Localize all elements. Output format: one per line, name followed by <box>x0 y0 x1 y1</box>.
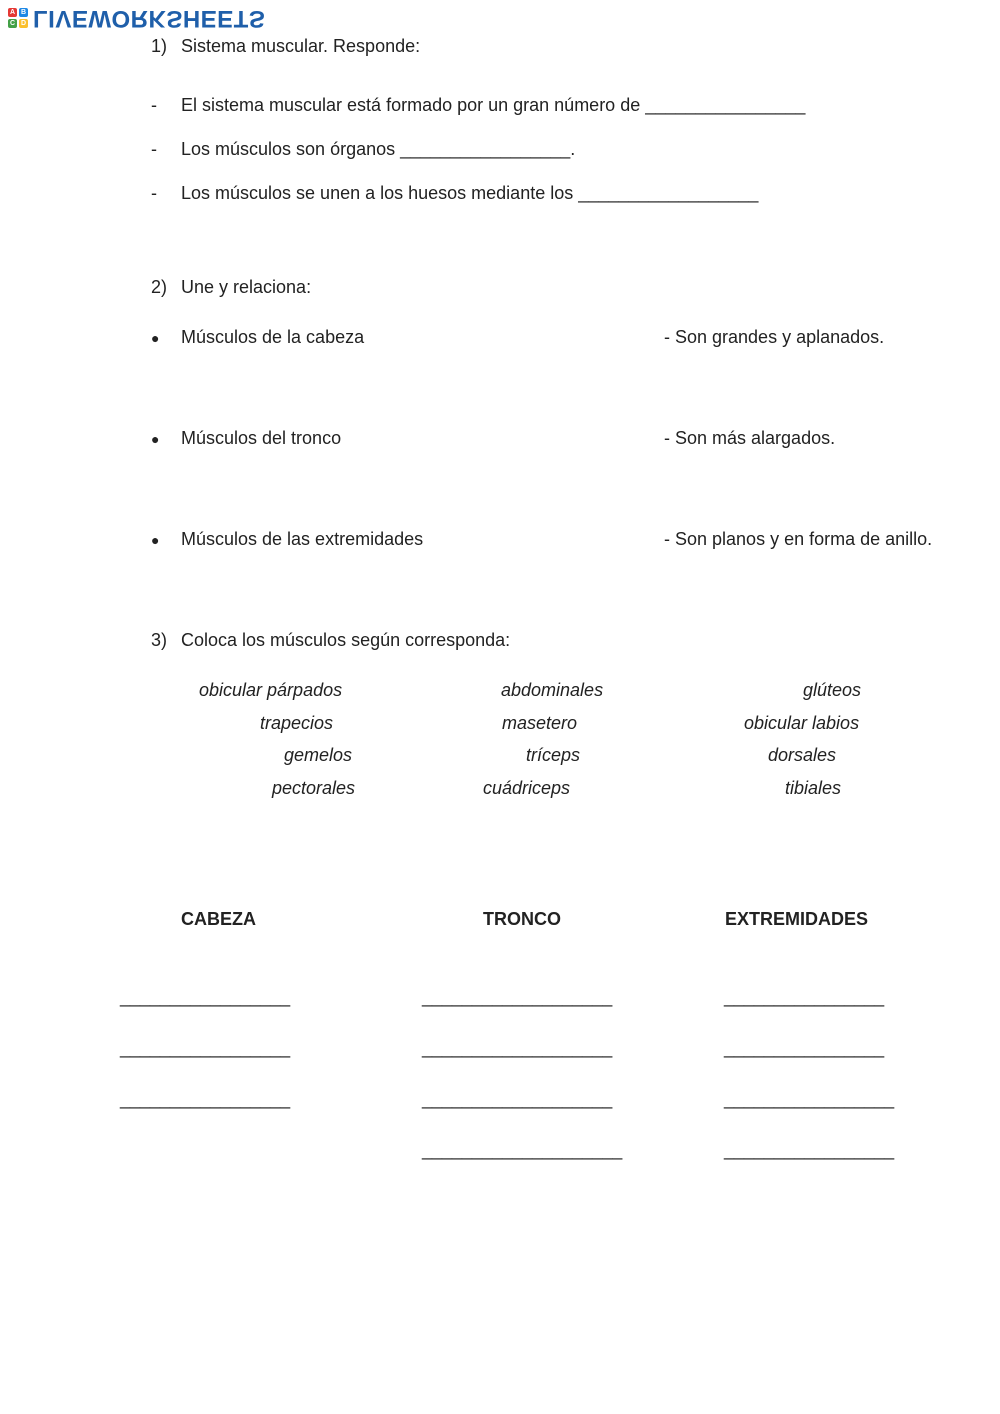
answer-blank-extremidades[interactable]: ________________ <box>724 987 885 1007</box>
section1-item-2[interactable]: Los músculos son órganos _________________. <box>181 139 576 159</box>
answer-blank-tronco[interactable]: ___________________ <box>422 1038 613 1058</box>
muscle-word[interactable]: tríceps <box>526 745 581 765</box>
answer-blank-tronco[interactable]: ___________________ <box>422 987 613 1007</box>
section1-item-marker: - <box>151 95 157 115</box>
match-right-3[interactable]: - Son planos y en forma de anillo. <box>664 529 933 549</box>
section1-item-1[interactable]: El sistema muscular está formado por un gran número de ________________ <box>181 95 806 115</box>
answer-blank-extremidades[interactable]: _________________ <box>724 1089 895 1109</box>
muscle-word[interactable]: masetero <box>502 713 578 733</box>
bullet-icon: ● <box>151 431 160 447</box>
section2-number: 2) <box>151 277 168 297</box>
answer-blank-cabeza[interactable]: _________________ <box>120 987 291 1007</box>
muscle-word[interactable]: dorsales <box>768 745 837 765</box>
column-header-tronco: TRONCO <box>483 909 561 929</box>
section2-title: Une y relaciona: <box>181 277 312 297</box>
section1-item-3[interactable]: Los músculos se unen a los huesos mediante los __________________ <box>181 183 759 203</box>
muscle-word[interactable]: obicular párpados <box>199 680 343 700</box>
answer-blank-extremidades[interactable]: _________________ <box>724 1140 895 1160</box>
muscle-word[interactable]: cuádriceps <box>483 778 571 798</box>
muscle-word[interactable]: obicular labios <box>744 713 860 733</box>
bullet-icon: ● <box>151 330 160 346</box>
muscle-word[interactable]: pectorales <box>272 778 356 798</box>
muscle-word[interactable]: abdominales <box>501 680 604 700</box>
section1-item-marker: - <box>151 183 157 203</box>
answer-blank-cabeza[interactable]: _________________ <box>120 1038 291 1058</box>
muscle-word[interactable]: tibiales <box>785 778 842 798</box>
section3-number: 3) <box>151 630 168 650</box>
answer-blank-cabeza[interactable]: _________________ <box>120 1089 291 1109</box>
match-right-1[interactable]: - Son grandes y aplanados. <box>664 327 885 347</box>
match-right-2[interactable]: - Son más alargados. <box>664 428 836 448</box>
liveworksheets-logo <box>8 4 265 32</box>
section3-title: Coloca los músculos según corresponda: <box>181 630 511 650</box>
match-left-1[interactable]: Músculos de la cabeza <box>181 327 365 347</box>
match-left-2[interactable]: Músculos del tronco <box>181 428 342 448</box>
muscle-word[interactable]: glúteos <box>803 680 862 700</box>
section1-title: Sistema muscular. Responde: <box>181 36 421 56</box>
column-header-extremidades: EXTREMIDADES <box>725 909 869 929</box>
answer-blank-tronco[interactable]: ____________________ <box>422 1140 623 1160</box>
column-header-cabeza: CABEZA <box>181 909 256 929</box>
section1-item-marker: - <box>151 139 157 159</box>
logo-text: LIVEWORKSHEETS <box>33 5 266 32</box>
muscle-word[interactable]: gemelos <box>284 745 353 765</box>
match-left-3[interactable]: Músculos de las extremidades <box>181 529 424 549</box>
answer-blank-extremidades[interactable]: ________________ <box>724 1038 885 1058</box>
section1-number: 1) <box>151 36 168 56</box>
answer-blank-tronco[interactable]: ___________________ <box>422 1089 613 1109</box>
bullet-icon: ● <box>151 532 160 548</box>
logo-blocks-icon: A B C D <box>9 9 27 27</box>
muscle-word[interactable]: trapecios <box>260 713 334 733</box>
